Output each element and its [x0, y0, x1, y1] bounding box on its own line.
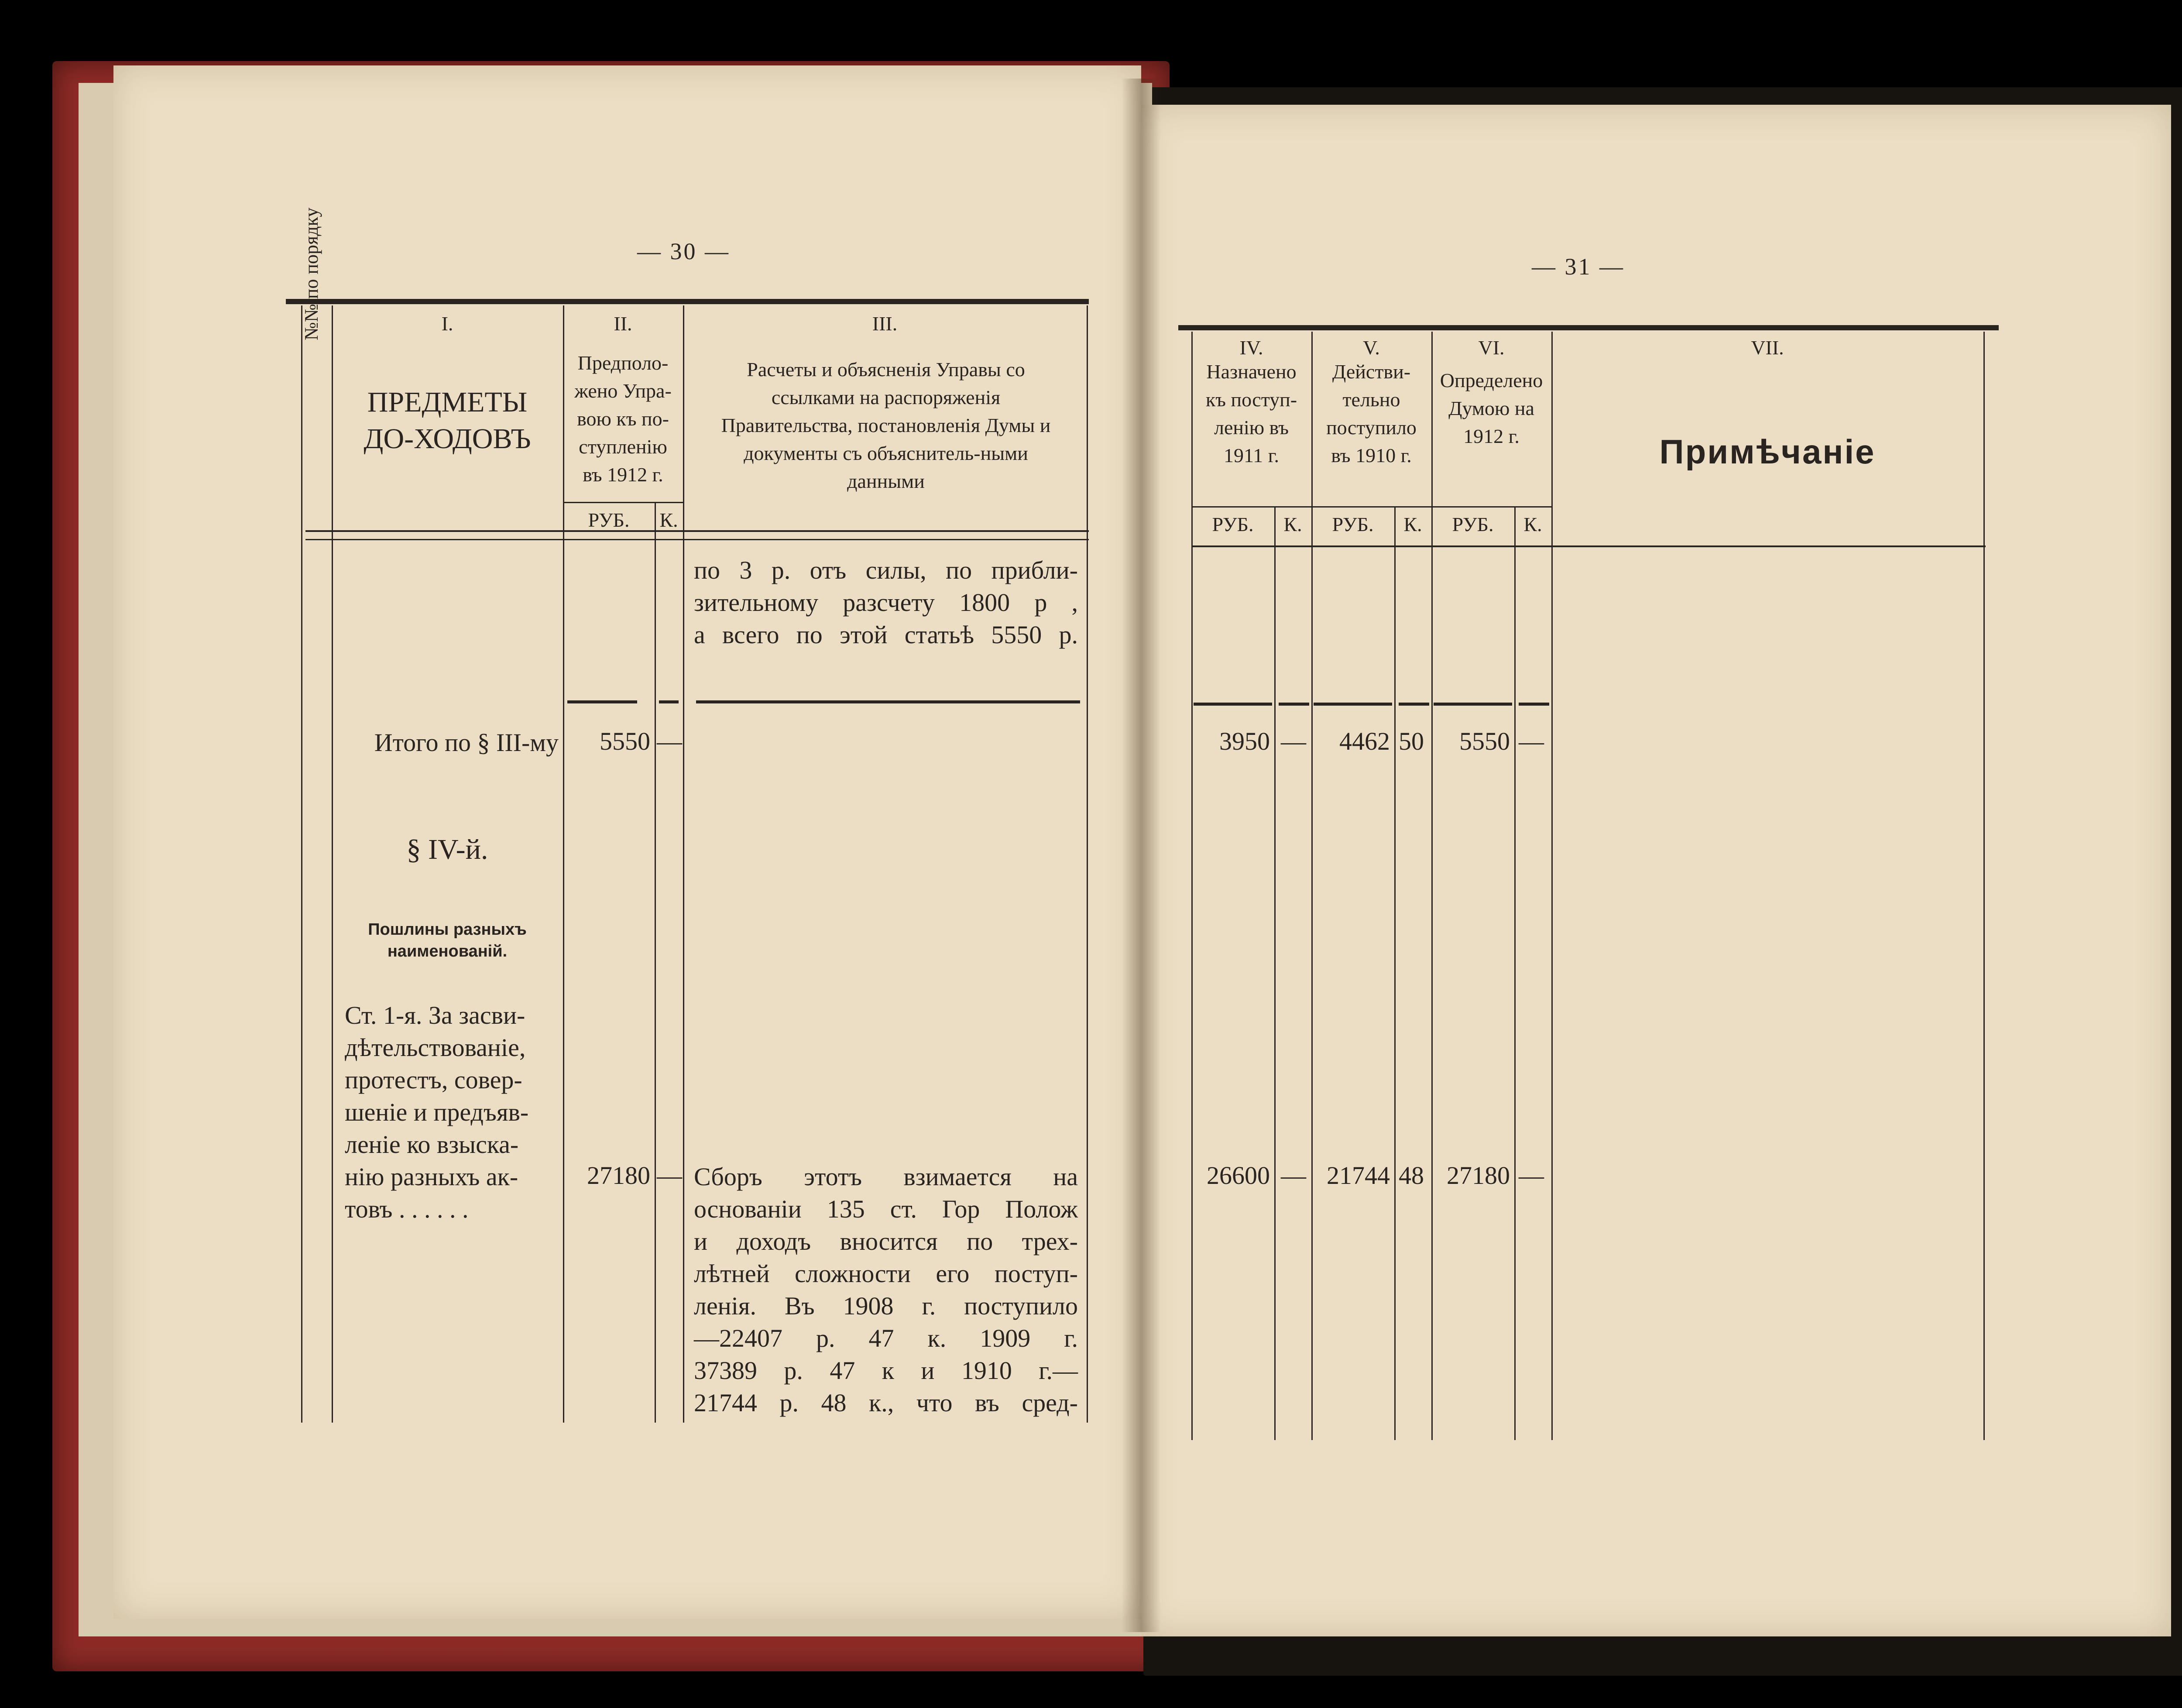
item-rub: 27180	[587, 1161, 650, 1190]
col6-rule	[1551, 332, 1553, 1440]
section-title: § IV-й.	[406, 833, 488, 865]
total-rule-rub	[567, 700, 637, 703]
total-kop: —	[657, 727, 682, 755]
rub-kop-rule-left	[563, 502, 683, 503]
explain-line: Сборъ этотъ взимается на	[694, 1163, 1078, 1191]
explain-line: 21744 р. 48 к., что въ сред-	[694, 1389, 1078, 1417]
item-text	[345, 999, 559, 1225]
total-rule-c6k	[1519, 703, 1549, 706]
total-rub: 5550	[600, 727, 650, 755]
carry-line: по 3 р. отъ силы, по прибли-	[694, 556, 1078, 584]
col2-kop-rule	[655, 502, 656, 1423]
rub-kop-rule-right	[1191, 506, 1551, 508]
book-gutter	[1122, 79, 1161, 1632]
item-c6-rub: 27180	[1447, 1161, 1510, 1190]
item-line: шеніе и предъяв-	[345, 1098, 529, 1126]
total-rule-c4	[1194, 703, 1272, 706]
header-col2-roman: II.	[614, 312, 632, 335]
total-label: Итого по § III-му	[374, 728, 559, 757]
left-outer-rule	[301, 305, 302, 1423]
explanation-text	[694, 1161, 1078, 1419]
header-col5-kop: К.	[1403, 513, 1422, 535]
header-col2-rub: РУБ.	[588, 509, 630, 531]
col5-kop-rule	[1394, 506, 1396, 1440]
explain-line: лѣтней сложности его поступ-	[694, 1259, 1078, 1288]
table-top-rule-left	[286, 299, 1089, 304]
item-kop: —	[657, 1161, 682, 1190]
header-col6-rub: РУБ.	[1452, 513, 1494, 535]
section-subtitle: Пошлины разныхъ наименованій.	[368, 920, 527, 960]
carry-over-text	[694, 554, 1078, 651]
header-col3-roman: III.	[872, 312, 898, 335]
total-c4-kop: —	[1281, 727, 1306, 755]
explain-line: ленія. Въ 1908 г. поступило	[694, 1292, 1078, 1320]
total-c6-kop: —	[1519, 727, 1544, 755]
num-col-rule	[332, 305, 333, 1423]
col6-kop-rule	[1514, 506, 1516, 1440]
header-col6-kop: К.	[1523, 513, 1542, 535]
right-outer-rule	[1983, 332, 1985, 1440]
col4-kop-rule	[1274, 506, 1276, 1440]
header-col7-title: Примѣчаніе	[1659, 432, 1876, 471]
header-col4-rub: РУБ.	[1212, 513, 1254, 535]
total-rule-c5	[1314, 703, 1392, 706]
total-rule-c4k	[1279, 703, 1309, 706]
header-col6-title: Определено Думою на 1912 г.	[1440, 369, 1543, 447]
col4-left-rule	[1191, 332, 1193, 1440]
item-line: леніе ко взыска-	[345, 1130, 519, 1159]
item-line: дѣтельствованіе,	[345, 1033, 526, 1062]
header-bottom-rule-left-2	[305, 539, 1089, 540]
item-c5-rub: 21744	[1327, 1161, 1390, 1190]
item-c4-kop: —	[1281, 1161, 1306, 1190]
carry-line: зительному разсчету 1800 р ,	[694, 588, 1078, 617]
header-col4-roman: IV.	[1239, 336, 1263, 359]
total-c4-rub: 3950	[1219, 727, 1270, 755]
total-c5-kop: 50	[1399, 727, 1424, 755]
col1-rule	[563, 305, 564, 1423]
item-line: Ст. 1-я. За засви-	[345, 1001, 525, 1029]
header-col2-kop: К.	[659, 509, 678, 531]
item-c6-kop: —	[1519, 1161, 1544, 1190]
header-col5-rub: РУБ.	[1332, 513, 1374, 535]
page-number-left: — 30 —	[637, 238, 730, 264]
col5-rule	[1431, 332, 1433, 1440]
header-col5-title: Действи-тельно поступило въ 1910 г.	[1326, 360, 1417, 466]
item-c4-rub: 26600	[1207, 1161, 1270, 1190]
explain-line: и доходъ вносится по трех-	[694, 1227, 1078, 1255]
item-line: нію разныхъ ак-	[345, 1163, 518, 1191]
page-number-right: — 31 —	[1532, 254, 1625, 280]
header-col6-roman: VI.	[1478, 336, 1505, 359]
total-c6-rub: 5550	[1459, 727, 1510, 755]
header-col2-title: Предполо-жено Упра-вою къ по-ступленію въ 1912 г.	[574, 352, 672, 486]
item-c5-kop: 48	[1399, 1161, 1424, 1190]
header-col4-kop: К.	[1283, 513, 1302, 535]
header-bottom-rule-left	[305, 530, 1089, 532]
total-rule-text	[696, 700, 1080, 703]
header-bottom-rule-right	[1191, 545, 1986, 547]
col4-rule	[1311, 332, 1313, 1440]
explain-line: 37389 р. 47 к и 1910 г.—	[694, 1356, 1078, 1385]
total-rule-kop	[659, 700, 679, 703]
total-rule-c5k	[1399, 703, 1429, 706]
header-col7-roman: VII.	[1751, 336, 1784, 359]
header-col1-title: ПРЕДМЕТЫ ДО-ХОДОВЪ	[364, 386, 531, 455]
col2-rule	[683, 305, 684, 1423]
header-col1-roman: I.	[441, 312, 453, 335]
carry-line: а всего по этой статьѣ 5550 р.	[694, 621, 1078, 649]
header-col4-title: Назначено къ поступ-ленію въ 1911 г.	[1205, 360, 1297, 466]
table-top-rule-right	[1178, 325, 1999, 330]
header-number-column: №№ по порядку	[301, 207, 322, 340]
total-c5-rub: 4462	[1339, 727, 1390, 755]
explain-line: —22407 р. 47 к. 1909 г.	[694, 1324, 1078, 1352]
header-col5-roman: V.	[1363, 336, 1380, 359]
explain-line: основаніи 135 ст. Гор Полож	[694, 1195, 1078, 1223]
col3-rule	[1087, 305, 1088, 1423]
total-rule-c6	[1434, 703, 1512, 706]
item-line: протестъ, совер-	[345, 1066, 522, 1094]
header-col3-title: Расчеты и объясненія Управы со ссылками на распоряженія Правительства, постановленія Думы и документы съ объяснитель-ными данными	[721, 358, 1051, 492]
item-line: товъ . . . . . .	[345, 1195, 469, 1223]
